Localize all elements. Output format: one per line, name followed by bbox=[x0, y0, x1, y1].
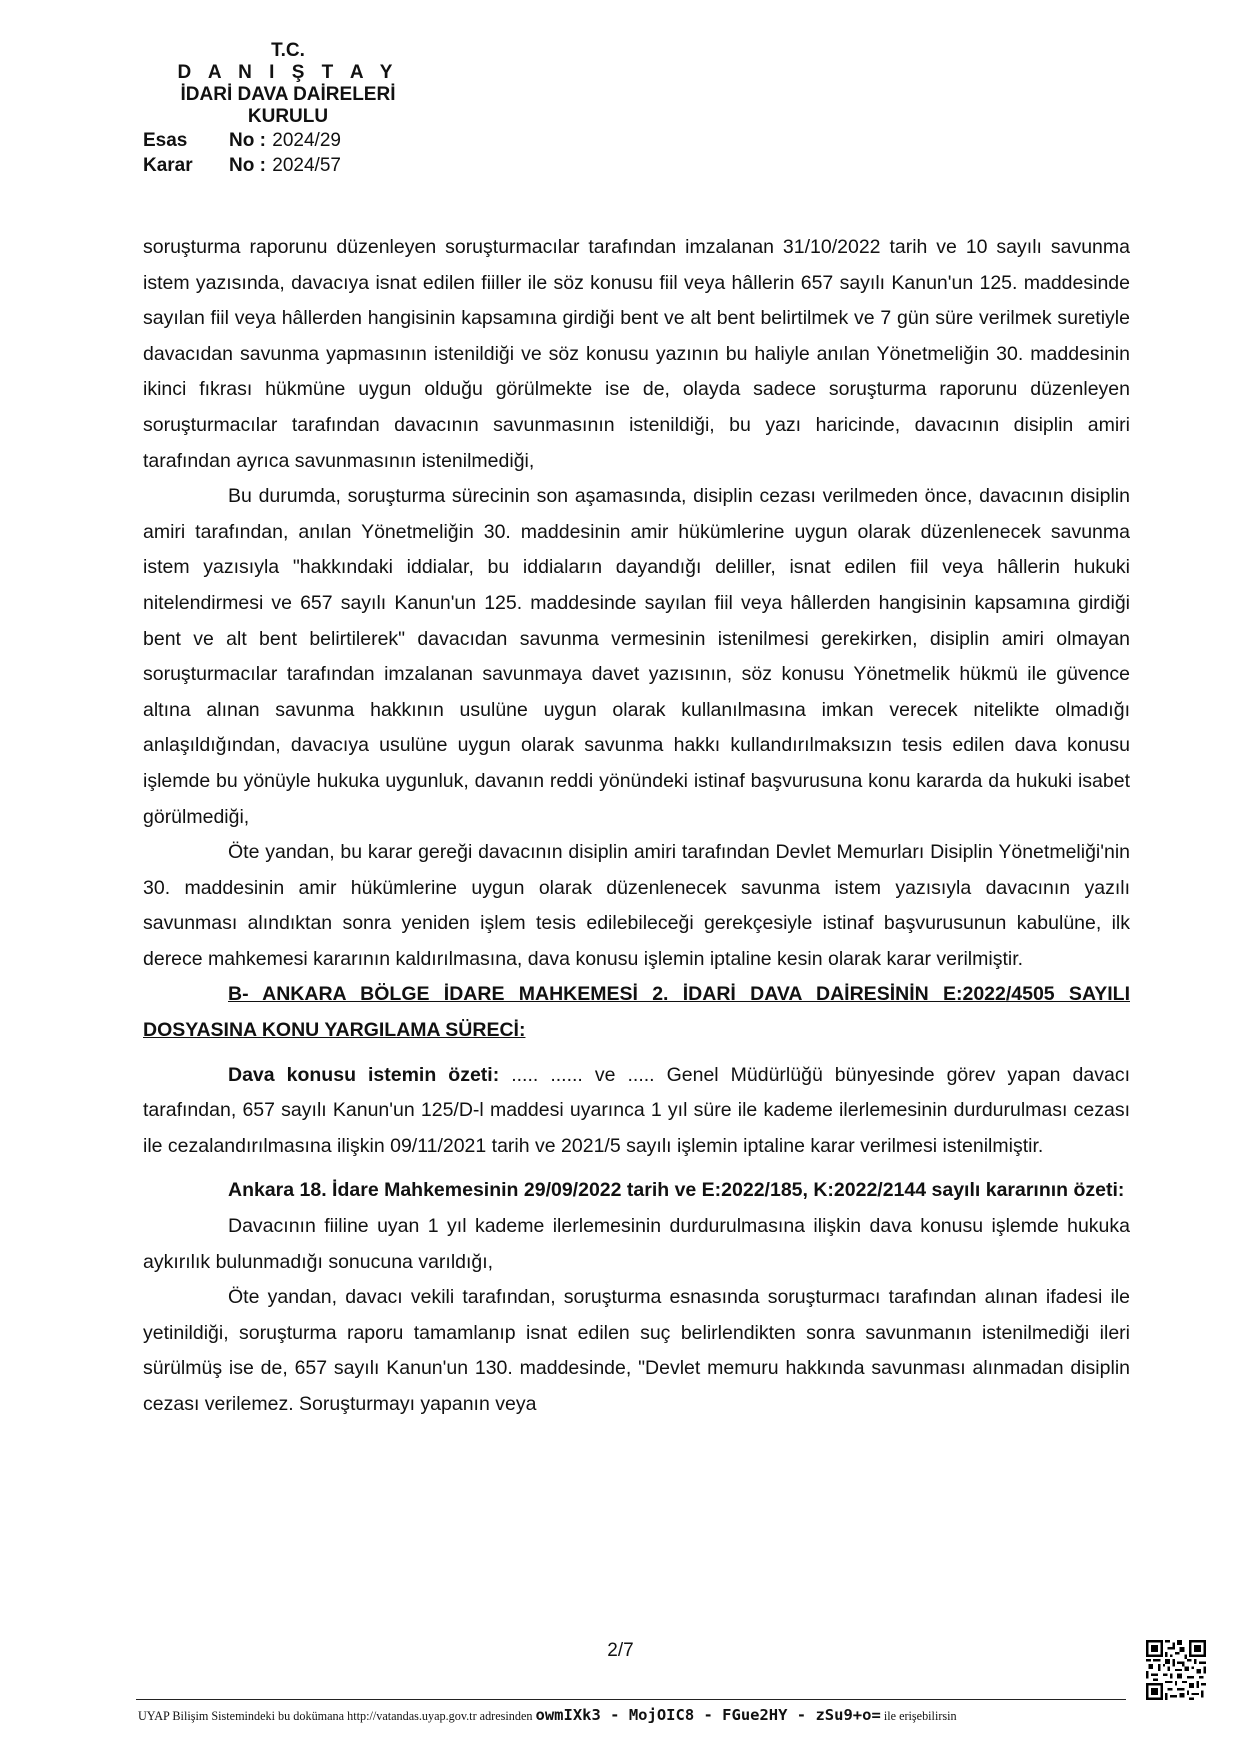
paragraph-1: soruşturma raporunu düzenleyen soruşturmacılar tarafından imzalanan 31/10/2022 tarih ve 10 sayılı savunma istem yazısında, davacıya isnat edilen fiiller ile söz konusu fiil veya hâllerin 657 sayılı Kanun'un 125. maddesinde sayılan fiil veya hâllerden hangisinin kapsamına girdiği bent ve alt bent belirtilmek ve 7 gün süre verilmek suretiyle davacıdan savunma yapmasının istenildiği ve söz konusu yazının bu haliyle anılan Yönetmeliğin 30. maddesinin ikinci fıkrası hükmüne uygun olduğu görülmekte ise de, olayda sadece soruşturma raporunu düzenleyen soruşturmacılar tarafından davacının savunmasının istenildiği, bu yazı haricinde, davacının disiplin amiri tarafından ayrıca savunmasının istenilmediği, bbox=[143, 236, 1130, 472]
document-header bbox=[143, 40, 463, 178]
karar-value: 2024/57 bbox=[272, 155, 341, 176]
esas-label: Esas bbox=[143, 130, 188, 151]
paragraph-2: Bu durumda, soruşturma sürecinin son aşamasında, disiplin cezası verilmeden önce, davacının disiplin amiri tarafından, anılan Yönetmeliğin 30. maddesinin amir hükümlerine uygun olarak düzenlenecek savunma istem yazısıyla "hakkındaki iddialar, bu iddiaların dayandığı deliller, isnat edilen fiil veya hâllerin hukuki nitelendirmesi ve 657 sayılı Kanun'un 125. maddesinde sayılan fiil veya hâllerden hangisinin kapsamına girdiği bent ve alt bent belirtilerek" davacıdan savunma vermesinin istenilmesi gerekirken, disiplin amiri olmayan soruşturmacılar tarafından imzalanan savunmaya davet yazısının, söz konusu Yönetmelik hükmü ile güvence altına alınan savunma hakkının usulüne uygun olarak kullanılmasına imkan verecek nitelikte olmadığı anlaşıldığından, davacıya usulüne uygun olarak savunma hakkı kullandırılmaksızın tesis edilen dava konusu işlemde bu yönüyle hukuka uygunluk, davanın reddi yönündeki istinaf başvurusuna konu kararda da hukuki isabet görülmediği, bbox=[143, 485, 1130, 828]
esas-row bbox=[143, 128, 463, 153]
qr-code-icon bbox=[1146, 1640, 1206, 1700]
karar-label: Karar bbox=[143, 155, 193, 176]
esas-value: 2024/29 bbox=[272, 130, 341, 151]
paragraph-decision-summary-heading bbox=[143, 1173, 1130, 1209]
decision-summary-label: Ankara 18. İdare Mahkemesinin 29/09/2022 tarih ve E:2022/185, K:2022/2144 sayılı kararının özeti: bbox=[228, 1179, 1125, 1202]
header-board-line2: KURULU bbox=[247, 106, 329, 127]
footer-divider bbox=[136, 1699, 1126, 1700]
karar-no-label: No : bbox=[229, 155, 266, 176]
footer-prefix: UYAP Bilişim Sistemindeki bu dokümana http://vatandas.uyap.gov.tr adresinden bbox=[138, 1709, 533, 1723]
header-tc: T.C. bbox=[271, 40, 305, 61]
paragraph-claim-summary bbox=[143, 1058, 1130, 1165]
section-b-heading: B- ANKARA BÖLGE İDARE MAHKEMESİ 2. İDARİ DAVA DAİRESİNİN E:2022/4505 SAYILI DOSYASINA KONU YARGILAMA SÜRECİ: bbox=[143, 983, 1130, 1042]
esas-no-label: No : bbox=[229, 130, 266, 151]
footer-suffix: ile erişebilirsin bbox=[883, 1709, 957, 1723]
page-number: 2/7 bbox=[607, 1640, 634, 1661]
paragraph-7: Öte yandan, davacı vekili tarafından, soruşturma esnasında soruşturmacı tarafından alınan ifadesi ile yetinildiği, soruşturma raporu tamamlanıp isnat edilen suç belirlendikten sonra savunmanın istenilmediği ileri sürülmüş ise de, 657 sayılı Kanun'un 130. maddesinde, "Devlet memuru hakkında savunması alınmadan disiplin cezası verilemez. Soruşturmayı yapanın veya bbox=[143, 1286, 1130, 1415]
paragraph-3: Öte yandan, bu karar gereği davacının disiplin amiri tarafından Devlet Memurları Disiplin Yönetmeliği'nin 30. maddesinin amir hükümlerine uygun olarak düzenlenecek savunma istem yazısıyla davacının yazılı savunması alındıktan sonra yeniden işlem tesis edilebileceği gerekçesiyle istinaf başvurusunun kabulüne, ilk derece mahkemesi kararının kaldırılmasına, dava konusu işlemin iptaline kesin olarak karar verilmiştir. bbox=[143, 841, 1130, 970]
paragraph-6: Davacının fiiline uyan 1 yıl kademe ilerlemesinin durdurulmasına ilişkin dava konusu işlemde hukuka aykırılık bulunmadığı sonucuna varıldığı, bbox=[143, 1215, 1130, 1273]
claim-summary-text: ..... ...... ve ..... Genel Müdürlüğü bünyesinde görev yapan davacı tarafından, 657 sayılı Kanun'un 125/D-l maddesi uyarınca 1 yıl süre ile kademe ilerlemesinin durdurulması cezası ile cezalandırılmasına ilişkin 09/11/2021 tarih ve 2021/5 sayılı işlemin iptaline karar verilmesi istenilmiştir. bbox=[143, 1063, 1130, 1157]
header-court-name: D A N I Ş T A Y bbox=[177, 62, 399, 83]
document-body bbox=[143, 230, 1130, 1423]
header-board-line1: İDARİ DAVA DAİRELERİ bbox=[180, 84, 396, 105]
karar-row bbox=[143, 153, 463, 178]
claim-summary-label: Dava konusu istemin özeti: bbox=[228, 1063, 500, 1086]
footer-verification-code: owmIXk3 - MojOIC8 - FGue2HY - zSu9+o= bbox=[535, 1706, 881, 1724]
footer bbox=[138, 1704, 1128, 1727]
